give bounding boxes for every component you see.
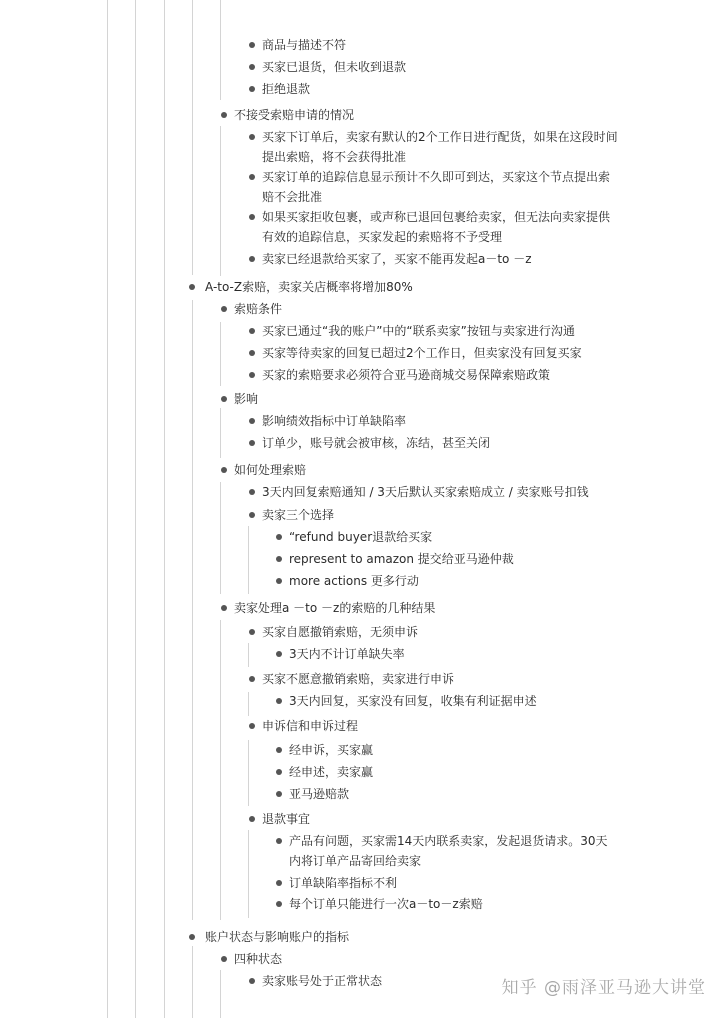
bullet-icon: [276, 769, 282, 775]
bullet-icon: [189, 934, 195, 940]
tree-guide-line: [192, 0, 193, 275]
bullet-icon: [276, 556, 282, 562]
bullet-icon: [249, 440, 255, 446]
bullet-icon: [276, 747, 282, 753]
bullet-icon: [249, 489, 255, 495]
tree-guide-line: [192, 946, 193, 1018]
bullet-icon: [221, 956, 227, 962]
watermark: 知乎 @雨泽亚马逊大讲堂: [501, 978, 706, 998]
tree-guide-line: [248, 526, 249, 594]
tree-guide-line: [192, 300, 193, 920]
tree-guide-line: [248, 643, 249, 667]
bullet-icon: [276, 880, 282, 886]
bullet-icon: [249, 372, 255, 378]
bullet-icon: [249, 134, 255, 140]
bullet-icon: [221, 396, 227, 402]
tree-guide-line: [220, 970, 221, 1018]
bullet-icon: [249, 256, 255, 262]
bullet-icon: [276, 791, 282, 797]
bullet-icon: [249, 350, 255, 356]
bullet-icon: [249, 86, 255, 92]
bullet-icon: [221, 605, 227, 611]
document-page: 商品与描述不符 买家已退货，但未收到退款 拒绝退款 不接受索赔申请的情况 买家下订单后，卖家有默认的2个工作日进行配货，如果在这段时间提出索赔，将不会获得批准 买家订单的追踪信息显示预计不久即可到达，买家这个节点提出索赔不会批准 如果买家拒收包裹，或声称已退回包裹给卖家，但无法向卖家提供有效的追踪信息，买家发起的索赔将不予受理 卖家已经退款给买家了，买家不能再发起a－to －z A-to-Z索赔，卖家关店概率将增加80% 索赔条件 买家已通过“我的账户”中的“联系卖家”按钮与卖家进行沟通 买家等待卖家的回复已超过2个工作日，但卖家没有回复买家 买家的索赔要求必须符合亚马逊商城交易保障索赔政策 影响 影响绩效指标中订单缺陷率 订单少，账号就会被审核，冻结，甚至关闭 如何处理索赔 3天内回复索赔通知 / 3天后默认买家索赔成立 / 卖家账号扣钱 卖家三个选择 “refund buyer退款给买家 represent to amazon 提交给亚马逊仲裁 more actions 更多行动 卖家处理a －to －z的索赔的几种结果 买家自愿撤销索赔，无须申诉 3天内不计订单缺失率 买家不愿意撤销索赔，卖家进行申诉 3天内回复，买家没有回复，收集有利证据申述 申诉信和申诉过程 经申诉，买家赢 经申述，卖家赢 亚马逊赔款 退款事宜 产品有问题，买家需14天内联系卖家，发起退货请求。30天内将订单产品寄回给卖家 订单缺陷率指标不利 每个订单只能进行一次a－to－z索赔 账户状态与影响账户的指标 四种状态 卖家账号处于正常状态 知乎 @雨泽亚马逊大讲堂: [0, 0, 720, 1018]
bullet-icon: [276, 698, 282, 704]
bullet-icon: [249, 816, 255, 822]
tree-guide-line: [164, 0, 165, 1018]
bullet-icon: [276, 578, 282, 584]
tree-guide-line: [220, 620, 221, 920]
bullet-icon: [276, 534, 282, 540]
bullet-icon: [249, 174, 255, 180]
tree-guide-line: [220, 126, 221, 276]
bullet-icon: [221, 112, 227, 118]
tree-guide-line: [248, 830, 249, 918]
bullet-icon: [249, 214, 255, 220]
tree-guide-line: [248, 740, 249, 806]
bullet-icon: [221, 306, 227, 312]
tree-guide-line: [248, 692, 249, 716]
bullet-icon: [249, 418, 255, 424]
bullet-icon: [249, 512, 255, 518]
tree-guide-line: [220, 482, 221, 594]
bullet-icon: [249, 723, 255, 729]
bullet-icon: [276, 651, 282, 657]
tree-guide-line: [220, 408, 221, 458]
tree-guide-line: [135, 0, 136, 1018]
bullet-icon: [189, 284, 195, 290]
bullet-icon: [276, 901, 282, 907]
bullet-icon: [249, 64, 255, 70]
tree-guide-line: [220, 322, 221, 386]
bullet-icon: [249, 629, 255, 635]
bullet-icon: [249, 328, 255, 334]
bullet-icon: [249, 978, 255, 984]
bullet-icon: [276, 838, 282, 844]
tree-guide-line: [107, 0, 108, 1018]
bullet-icon: [249, 42, 255, 48]
tree-guide-line: [220, 0, 221, 100]
bullet-icon: [249, 676, 255, 682]
bullet-icon: [221, 467, 227, 473]
